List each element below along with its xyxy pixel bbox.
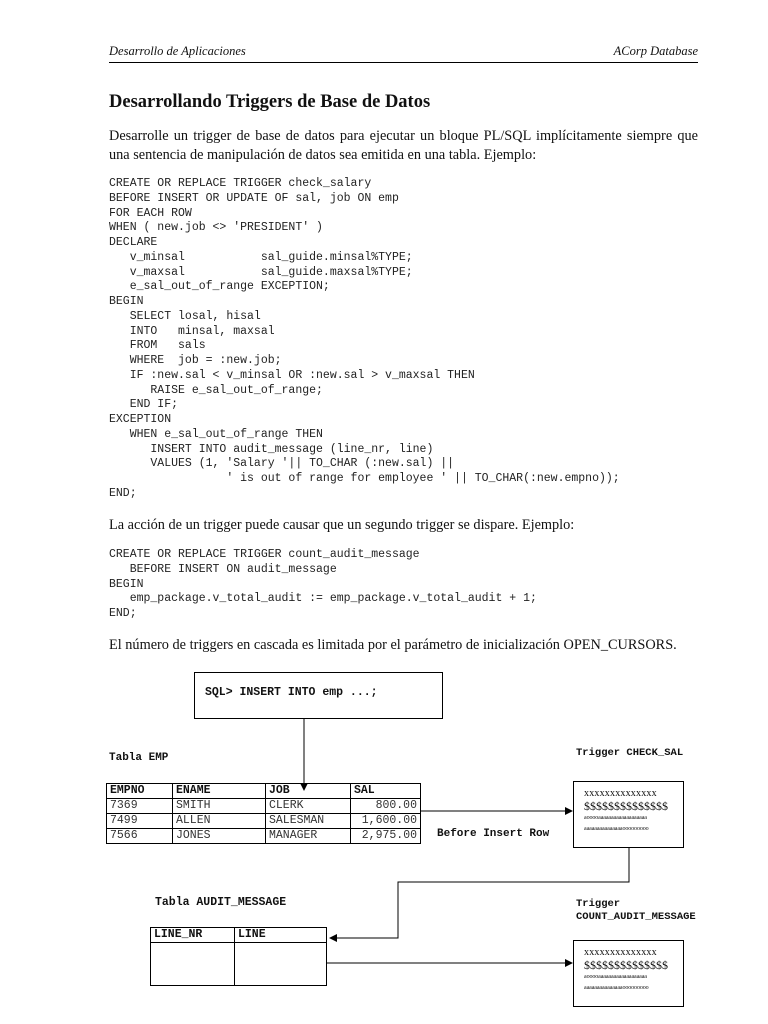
cell-empno: 7369 bbox=[107, 799, 173, 814]
cell-line bbox=[235, 943, 327, 986]
trigger-body-line: aaaaaaaaaaaaaaaooooooooo bbox=[584, 826, 649, 832]
audit-message-table bbox=[150, 927, 327, 986]
trigger-count-audit-box bbox=[573, 940, 684, 1007]
trigger-body-line: xxxxxxxxxxxxxx bbox=[584, 788, 657, 799]
sql-statement: SQL> INSERT INTO emp ...; bbox=[205, 686, 378, 699]
trigger-body-line: aaaaaaaaaaaaaaaooooooooo bbox=[584, 985, 649, 991]
section-title: Desarrollando Triggers de Base de Datos bbox=[109, 92, 431, 112]
cascade-paragraph: La acción de un trigger puede causar que un segundo trigger se dispare. Ejemplo: bbox=[109, 517, 575, 533]
cell-sal: 1,600.00 bbox=[351, 814, 421, 829]
trigger-body-line: $$$$$$$$$$$$$$ bbox=[584, 799, 668, 813]
cell-ename: ALLEN bbox=[173, 814, 266, 829]
table-row bbox=[107, 829, 421, 844]
cell-line-nr bbox=[151, 943, 235, 986]
table-row bbox=[107, 799, 421, 814]
trigger-count-audit-label-2: COUNT_AUDIT_MESSAGE bbox=[576, 911, 696, 923]
trigger-body-line: $$$$$$$$$$$$$$ bbox=[584, 958, 668, 972]
trigger-check-sal-box bbox=[573, 781, 684, 848]
audit-table-label: Tabla AUDIT_MESSAGE bbox=[155, 896, 287, 909]
cell-empno: 7566 bbox=[107, 829, 173, 844]
column-header: SAL bbox=[351, 784, 421, 799]
cell-job: CLERK bbox=[266, 799, 351, 814]
code-block-check-salary: CREATE OR REPLACE TRIGGER check_salary BEFORE INSERT OR UPDATE OF sal, job ON emp FOR EACH ROW WHEN ( new.job <> 'PRESIDENT' ) DECLARE v_minsal sal_guide.minsal%TYPE; v_maxsal sal_guide.maxsal%TYPE; e_sal_out_of_range EXCEPTION; BEGIN SELECT losal, hisal INTO minsal, maxsal FROM sals WHERE job = :new.job; IF :new.sal < v_minsal OR :new.sal > v_maxsal THEN RAISE e_sal_out_of_range; END IF; EXCEPTION WHEN e_sal_out_of_range THEN INSERT INTO audit_message (line_nr, line) VALUES (1, 'Salary '|| TO_CHAR (:new.sal) || ' is out of range for employee ' || TO_CHAR(:new.empno)); END; bbox=[109, 177, 620, 500]
header-right: ACorp Database bbox=[613, 44, 698, 58]
cell-empno: 7499 bbox=[107, 814, 173, 829]
trigger-to-audit-arrow bbox=[330, 848, 629, 938]
cell-sal: 800.00 bbox=[351, 799, 421, 814]
cell-job: SALESMAN bbox=[266, 814, 351, 829]
intro-paragraph: Desarrolle un trigger de base de datos para ejecutar un bloque PL/SQL implícitamente siempre que una sentencia de manipulación de datos sea emitida en una tabla. Ejemplo: bbox=[109, 128, 698, 163]
header-left: Desarrollo de Aplicaciones bbox=[109, 44, 246, 58]
cell-ename: JONES bbox=[173, 829, 266, 844]
trigger-body-line: xxxxxxxxxxxxxx bbox=[584, 947, 657, 958]
table-row bbox=[151, 943, 327, 986]
trigger-check-sal-label: Trigger CHECK_SAL bbox=[576, 747, 684, 759]
code-block-count-audit: CREATE OR REPLACE TRIGGER count_audit_message BEFORE INSERT ON audit_message BEGIN emp_package.v_total_audit := emp_package.v_total_audit + 1; END; bbox=[109, 548, 537, 620]
table-header-row bbox=[151, 928, 327, 943]
cell-job: MANAGER bbox=[266, 829, 351, 844]
column-header: ENAME bbox=[173, 784, 266, 799]
trigger-body-line: aooooaaaaaaaaaaaaaaaaaaa bbox=[584, 974, 647, 980]
trigger-body-line: aooooaaaaaaaaaaaaaaaaaaa bbox=[584, 815, 647, 821]
emp-table-label: Tabla EMP bbox=[109, 752, 169, 764]
emp-table bbox=[106, 783, 421, 844]
column-header: LINE bbox=[235, 928, 327, 943]
open-cursors-paragraph: El número de triggers en cascada es limitada por el parámetro de inicialización OPEN_CURSORS. bbox=[109, 637, 677, 653]
before-insert-label: Before Insert Row bbox=[437, 828, 550, 840]
table-header-row bbox=[107, 784, 421, 799]
column-header: JOB bbox=[266, 784, 351, 799]
column-header: EMPNO bbox=[107, 784, 173, 799]
cell-ename: SMITH bbox=[173, 799, 266, 814]
sql-statement-box bbox=[194, 672, 443, 719]
table-row bbox=[107, 814, 421, 829]
cell-sal: 2,975.00 bbox=[351, 829, 421, 844]
trigger-count-audit-label-1: Trigger bbox=[576, 898, 621, 910]
column-header: LINE_NR bbox=[151, 928, 235, 943]
